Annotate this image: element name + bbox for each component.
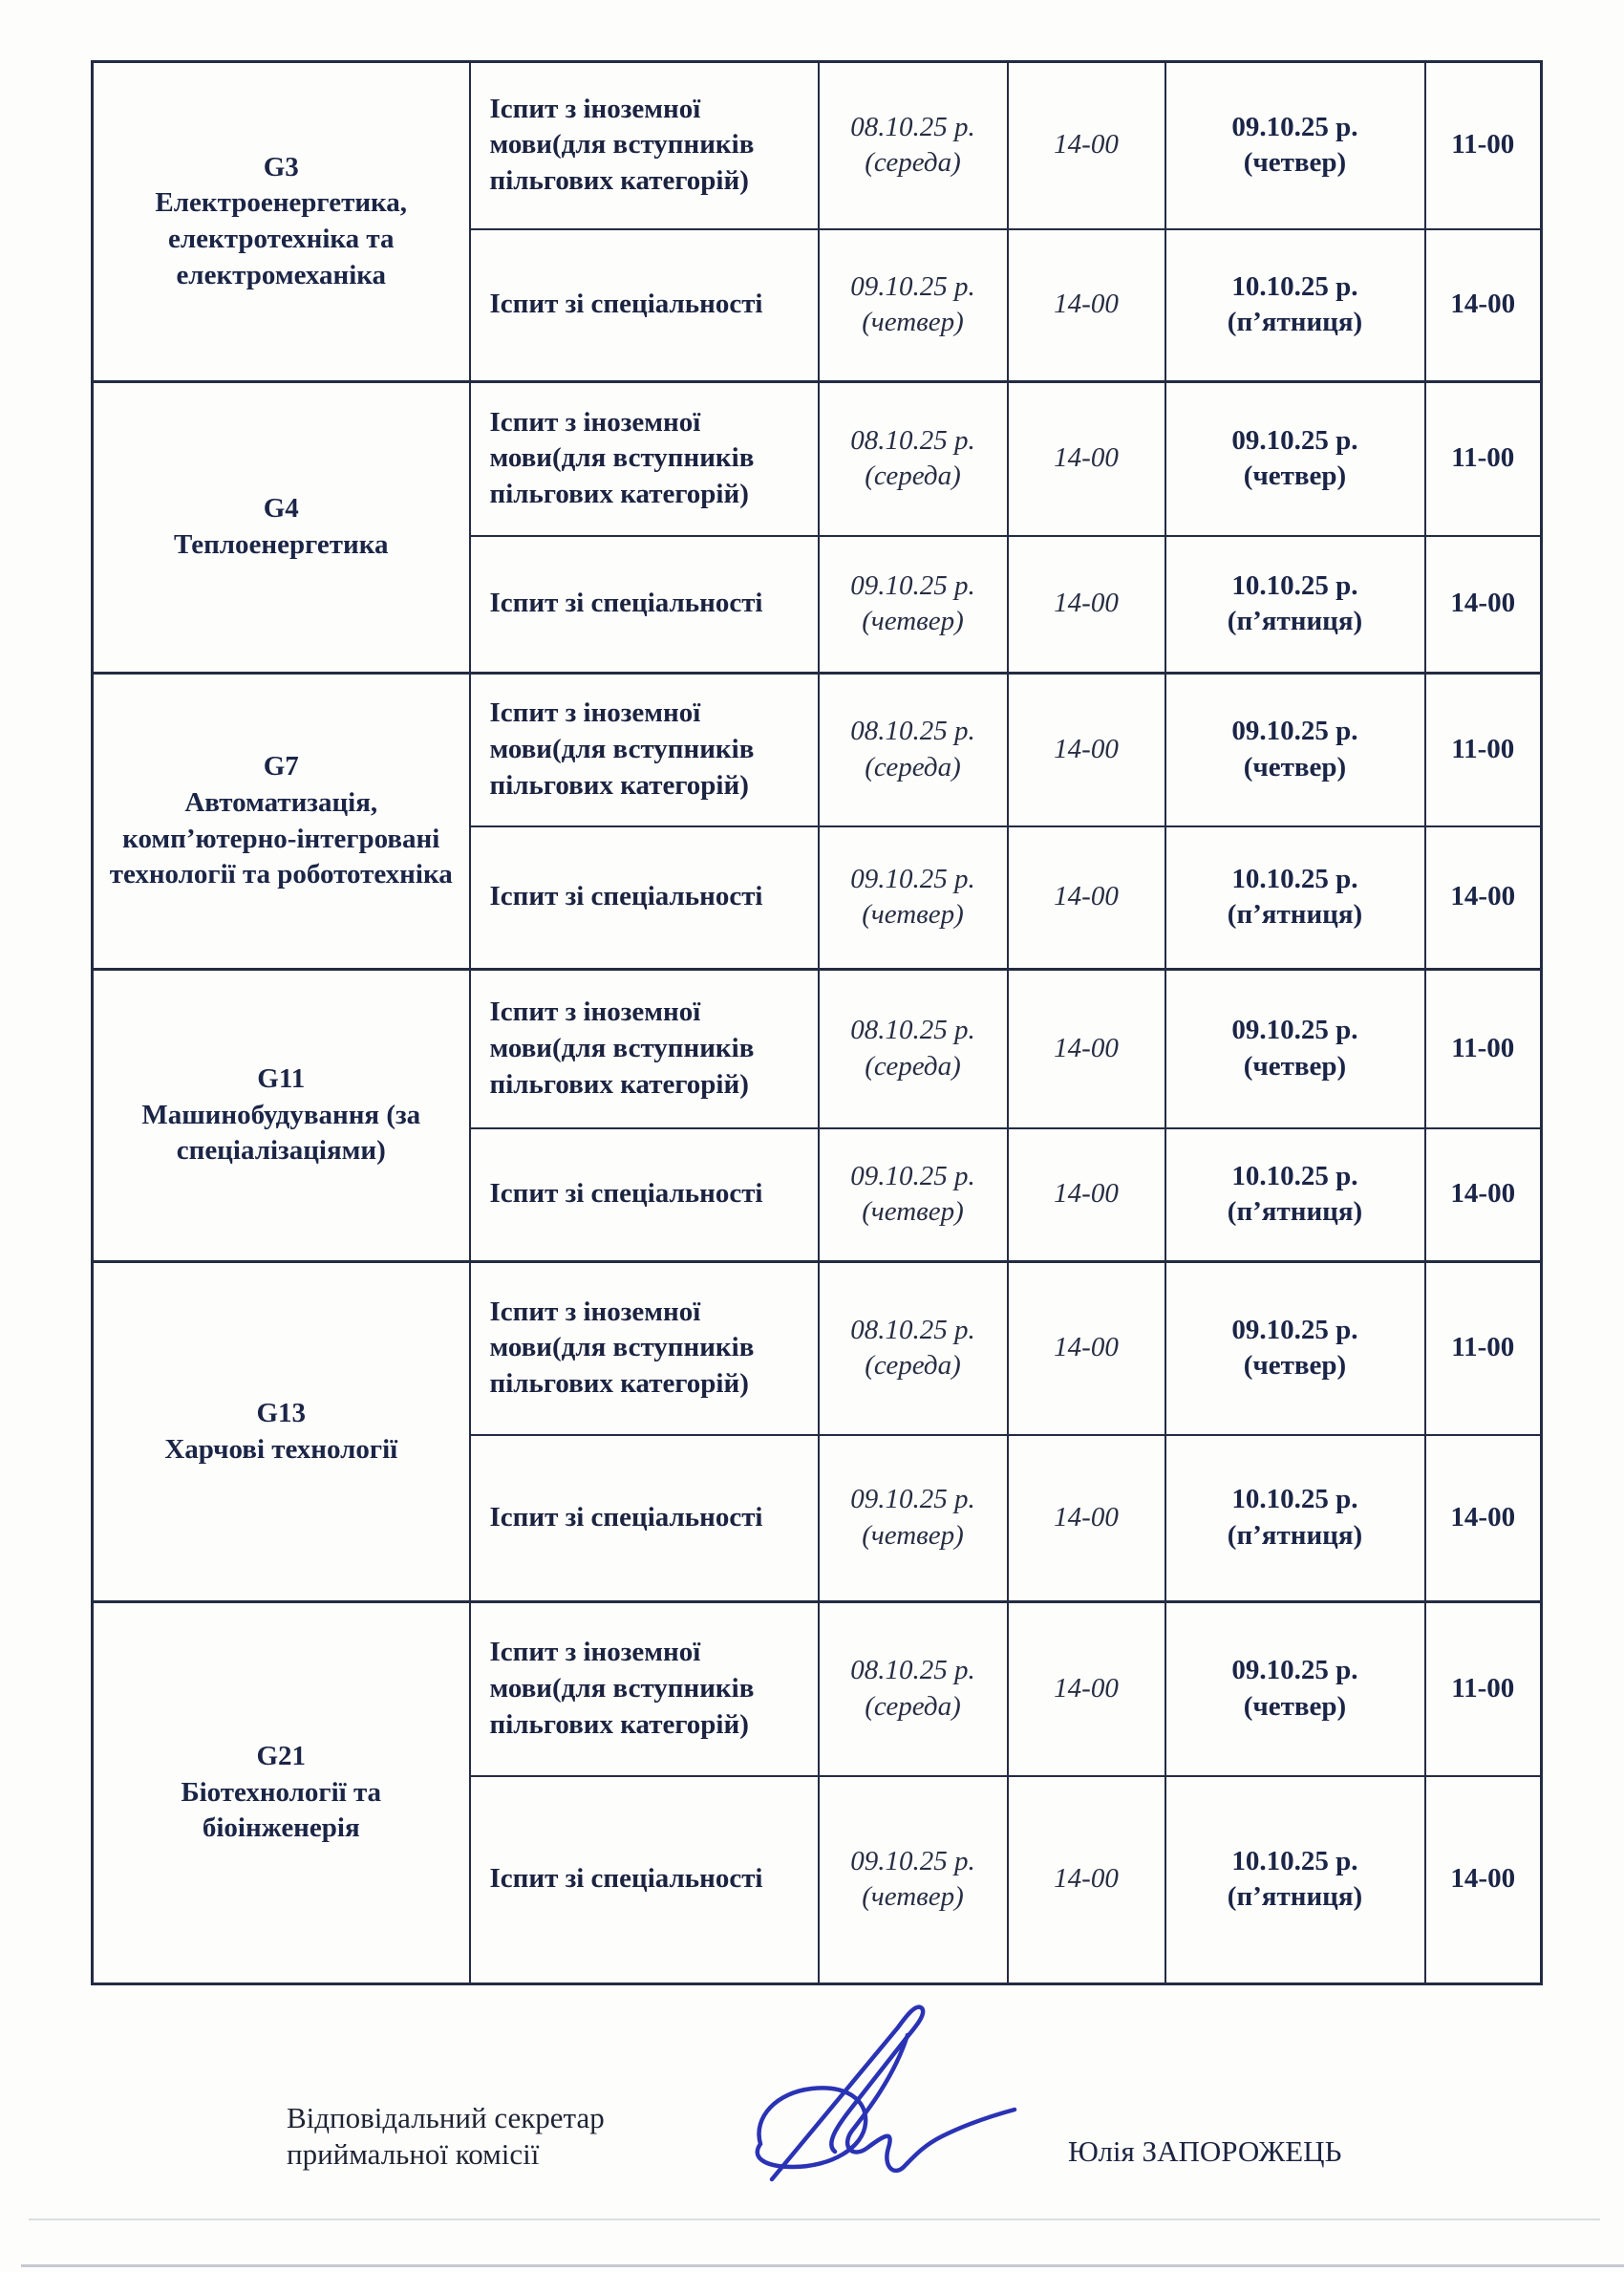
consult-date-cell [1165, 536, 1425, 674]
consult-date: 10.10.25 р. [1231, 1845, 1358, 1876]
scan-edge-line [21, 2264, 1624, 2267]
exam-date-cell [819, 382, 1008, 536]
exam-weekday: (четвер) [862, 899, 964, 931]
exam-date: 08.10.25 р. [850, 1655, 975, 1686]
handwritten-signature [648, 1964, 1022, 2220]
exam-name-cell: Іспит зі спеціальності [470, 1128, 819, 1262]
consult-date: 10.10.25 р. [1231, 863, 1358, 894]
exam-date: 08.10.25 р. [850, 1015, 975, 1046]
signoff-role [287, 2100, 605, 2173]
consult-date: 10.10.25 р. [1231, 569, 1358, 601]
consult-weekday: (п’ятниця) [1227, 1881, 1363, 1913]
exam-weekday: (середа) [865, 1350, 961, 1382]
consult-date: 09.10.25 р. [1231, 1314, 1358, 1345]
exam-name-cell: Іспит з іноземної мови(для вступників пільгових категорій) [470, 62, 819, 229]
exam-name-cell: Іспит зі спеціальності [470, 536, 819, 674]
exam-name-cell: Іспит зі спеціальності [470, 229, 819, 382]
consult-time-cell: 11-00 [1425, 1262, 1542, 1435]
consult-weekday: (п’ятниця) [1227, 899, 1363, 931]
exam-time-cell: 14-00 [1008, 1435, 1165, 1602]
program-name: Електроенергетика, електротехніка та електромеханіка [155, 187, 408, 290]
consult-date-cell [1165, 1435, 1425, 1602]
consult-weekday: (четвер) [1243, 1050, 1347, 1082]
program-code: G3 [263, 151, 299, 182]
exam-time-cell: 14-00 [1008, 674, 1165, 826]
exam-weekday: (середа) [865, 147, 961, 179]
consult-date: 10.10.25 р. [1231, 270, 1358, 302]
consult-date-cell [1165, 1776, 1425, 1984]
program-code: G7 [263, 751, 299, 782]
consult-time-cell: 11-00 [1425, 1602, 1542, 1776]
consult-weekday: (четвер) [1243, 461, 1347, 492]
program-code: G21 [256, 1740, 307, 1771]
exam-weekday: (четвер) [862, 606, 964, 637]
program-name: Харчові технології [164, 1433, 398, 1465]
consult-time-cell: 11-00 [1425, 674, 1542, 826]
consult-time-cell: 14-00 [1425, 1128, 1542, 1262]
exam-date-cell [819, 1128, 1008, 1262]
table-row [93, 970, 1542, 1128]
exam-date: 09.10.25 р. [850, 863, 975, 894]
exam-weekday: (четвер) [862, 1519, 964, 1551]
consult-date-cell [1165, 1262, 1425, 1435]
table-row [93, 382, 1542, 536]
program-code: G13 [256, 1397, 307, 1428]
program-code: G11 [257, 1062, 306, 1094]
consult-weekday: (четвер) [1243, 751, 1347, 782]
consult-time-cell: 14-00 [1425, 536, 1542, 674]
consult-weekday: (четвер) [1243, 147, 1347, 179]
exam-weekday: (середа) [865, 751, 961, 782]
exam-time-cell: 14-00 [1008, 970, 1165, 1128]
exam-date: 09.10.25 р. [850, 569, 975, 601]
program-cell [93, 382, 470, 674]
exam-time-cell: 14-00 [1008, 536, 1165, 674]
program-cell [93, 62, 470, 382]
consult-date: 10.10.25 р. [1231, 1484, 1358, 1515]
exam-name-cell: Іспит з іноземної мови(для вступників пільгових категорій) [470, 674, 819, 826]
consult-weekday: (п’ятниця) [1227, 1196, 1363, 1228]
consult-weekday: (п’ятниця) [1227, 1519, 1363, 1551]
exam-date-cell [819, 1262, 1008, 1435]
exam-time-cell: 14-00 [1008, 1776, 1165, 1984]
consult-date-cell [1165, 229, 1425, 382]
consult-weekday: (п’ятниця) [1227, 606, 1363, 637]
exam-weekday: (четвер) [862, 1881, 964, 1913]
consult-date: 09.10.25 р. [1231, 1015, 1358, 1046]
exam-date-cell [819, 229, 1008, 382]
consult-time-cell: 11-00 [1425, 970, 1542, 1128]
exam-name-cell: Іспит зі спеціальності [470, 1435, 819, 1602]
exam-time-cell: 14-00 [1008, 229, 1165, 382]
exam-date-cell [819, 1602, 1008, 1776]
exam-name-cell: Іспит зі спеціальності [470, 1776, 819, 1984]
signoff-role-line1: Відповідальний секретар [287, 2101, 605, 2134]
table-row [93, 674, 1542, 826]
exam-date: 08.10.25 р. [850, 716, 975, 747]
exam-name-cell: Іспит з іноземної мови(для вступників пільгових категорій) [470, 970, 819, 1128]
exam-name-cell: Іспит зі спеціальності [470, 826, 819, 970]
exam-date-cell [819, 826, 1008, 970]
consult-time-cell: 11-00 [1425, 382, 1542, 536]
exam-date-cell [819, 536, 1008, 674]
scan-artifact-line [29, 2218, 1600, 2220]
exam-date: 09.10.25 р. [850, 1845, 975, 1876]
program-name: Автоматизація, комп’ютерно-інтегровані технології та робототехніка [109, 786, 453, 890]
program-cell [93, 970, 470, 1262]
signoff-role-line2: приймальної комісії [287, 2136, 540, 2171]
exam-date: 09.10.25 р. [850, 1484, 975, 1515]
consult-date-cell [1165, 826, 1425, 970]
exam-weekday: (середа) [865, 1690, 961, 1722]
consult-time-cell: 14-00 [1425, 229, 1542, 382]
consult-weekday: (четвер) [1243, 1690, 1347, 1722]
program-cell [93, 1602, 470, 1984]
consult-date-cell [1165, 970, 1425, 1128]
consult-weekday: (п’ятниця) [1227, 307, 1363, 338]
consult-date-cell [1165, 674, 1425, 826]
table-row [93, 1262, 1542, 1435]
exam-weekday: (четвер) [862, 1196, 964, 1228]
exam-date-cell [819, 1776, 1008, 1984]
exam-date-cell [819, 62, 1008, 229]
exam-date-cell [819, 970, 1008, 1128]
consult-date-cell [1165, 1602, 1425, 1776]
table-row [93, 62, 1542, 229]
exam-weekday: (середа) [865, 1050, 961, 1082]
exam-name-cell: Іспит з іноземної мови(для вступників пільгових категорій) [470, 1262, 819, 1435]
program-name: Біотехнології та біоінженерія [181, 1776, 382, 1844]
consult-time-cell: 14-00 [1425, 1776, 1542, 1984]
consult-time-cell: 14-00 [1425, 1435, 1542, 1602]
consult-date-cell [1165, 62, 1425, 229]
consult-weekday: (четвер) [1243, 1350, 1347, 1382]
signer-name: Юлія ЗАПОРОЖЕЦЬ [1068, 2134, 1342, 2168]
consult-time-cell: 14-00 [1425, 826, 1542, 970]
exam-date: 08.10.25 р. [850, 1314, 975, 1345]
consult-date-cell [1165, 382, 1425, 536]
consult-date: 09.10.25 р. [1231, 424, 1358, 456]
consult-date: 09.10.25 р. [1231, 716, 1358, 747]
exam-date: 08.10.25 р. [850, 111, 975, 142]
exam-time-cell: 14-00 [1008, 826, 1165, 970]
exam-name-cell: Іспит з іноземної мови(для вступників пільгових категорій) [470, 382, 819, 536]
exam-time-cell: 14-00 [1008, 1602, 1165, 1776]
exam-date: 08.10.25 р. [850, 424, 975, 456]
exam-time-cell: 14-00 [1008, 1262, 1165, 1435]
program-name: Теплоенергетика [173, 529, 389, 560]
program-code: G4 [263, 493, 299, 525]
exam-time-cell: 14-00 [1008, 1128, 1165, 1262]
exam-weekday: (четвер) [862, 307, 964, 338]
exam-name-cell: Іспит з іноземної мови(для вступників пільгових категорій) [470, 1602, 819, 1776]
program-cell [93, 674, 470, 970]
exam-time-cell: 14-00 [1008, 62, 1165, 229]
exam-date-cell [819, 674, 1008, 826]
program-cell [93, 1262, 470, 1602]
schedule-table [91, 60, 1543, 1985]
exam-date-cell [819, 1435, 1008, 1602]
consult-date-cell [1165, 1128, 1425, 1262]
consult-date: 10.10.25 р. [1231, 1160, 1358, 1191]
consult-date: 09.10.25 р. [1231, 1655, 1358, 1686]
exam-date: 09.10.25 р. [850, 1160, 975, 1191]
program-name: Машинобудування (за спеціалізаціями) [141, 1099, 421, 1167]
exam-weekday: (середа) [865, 461, 961, 492]
exam-date: 09.10.25 р. [850, 270, 975, 302]
table-row [93, 1602, 1542, 1776]
consult-date: 09.10.25 р. [1231, 111, 1358, 142]
consult-time-cell: 11-00 [1425, 62, 1542, 229]
exam-time-cell: 14-00 [1008, 382, 1165, 536]
